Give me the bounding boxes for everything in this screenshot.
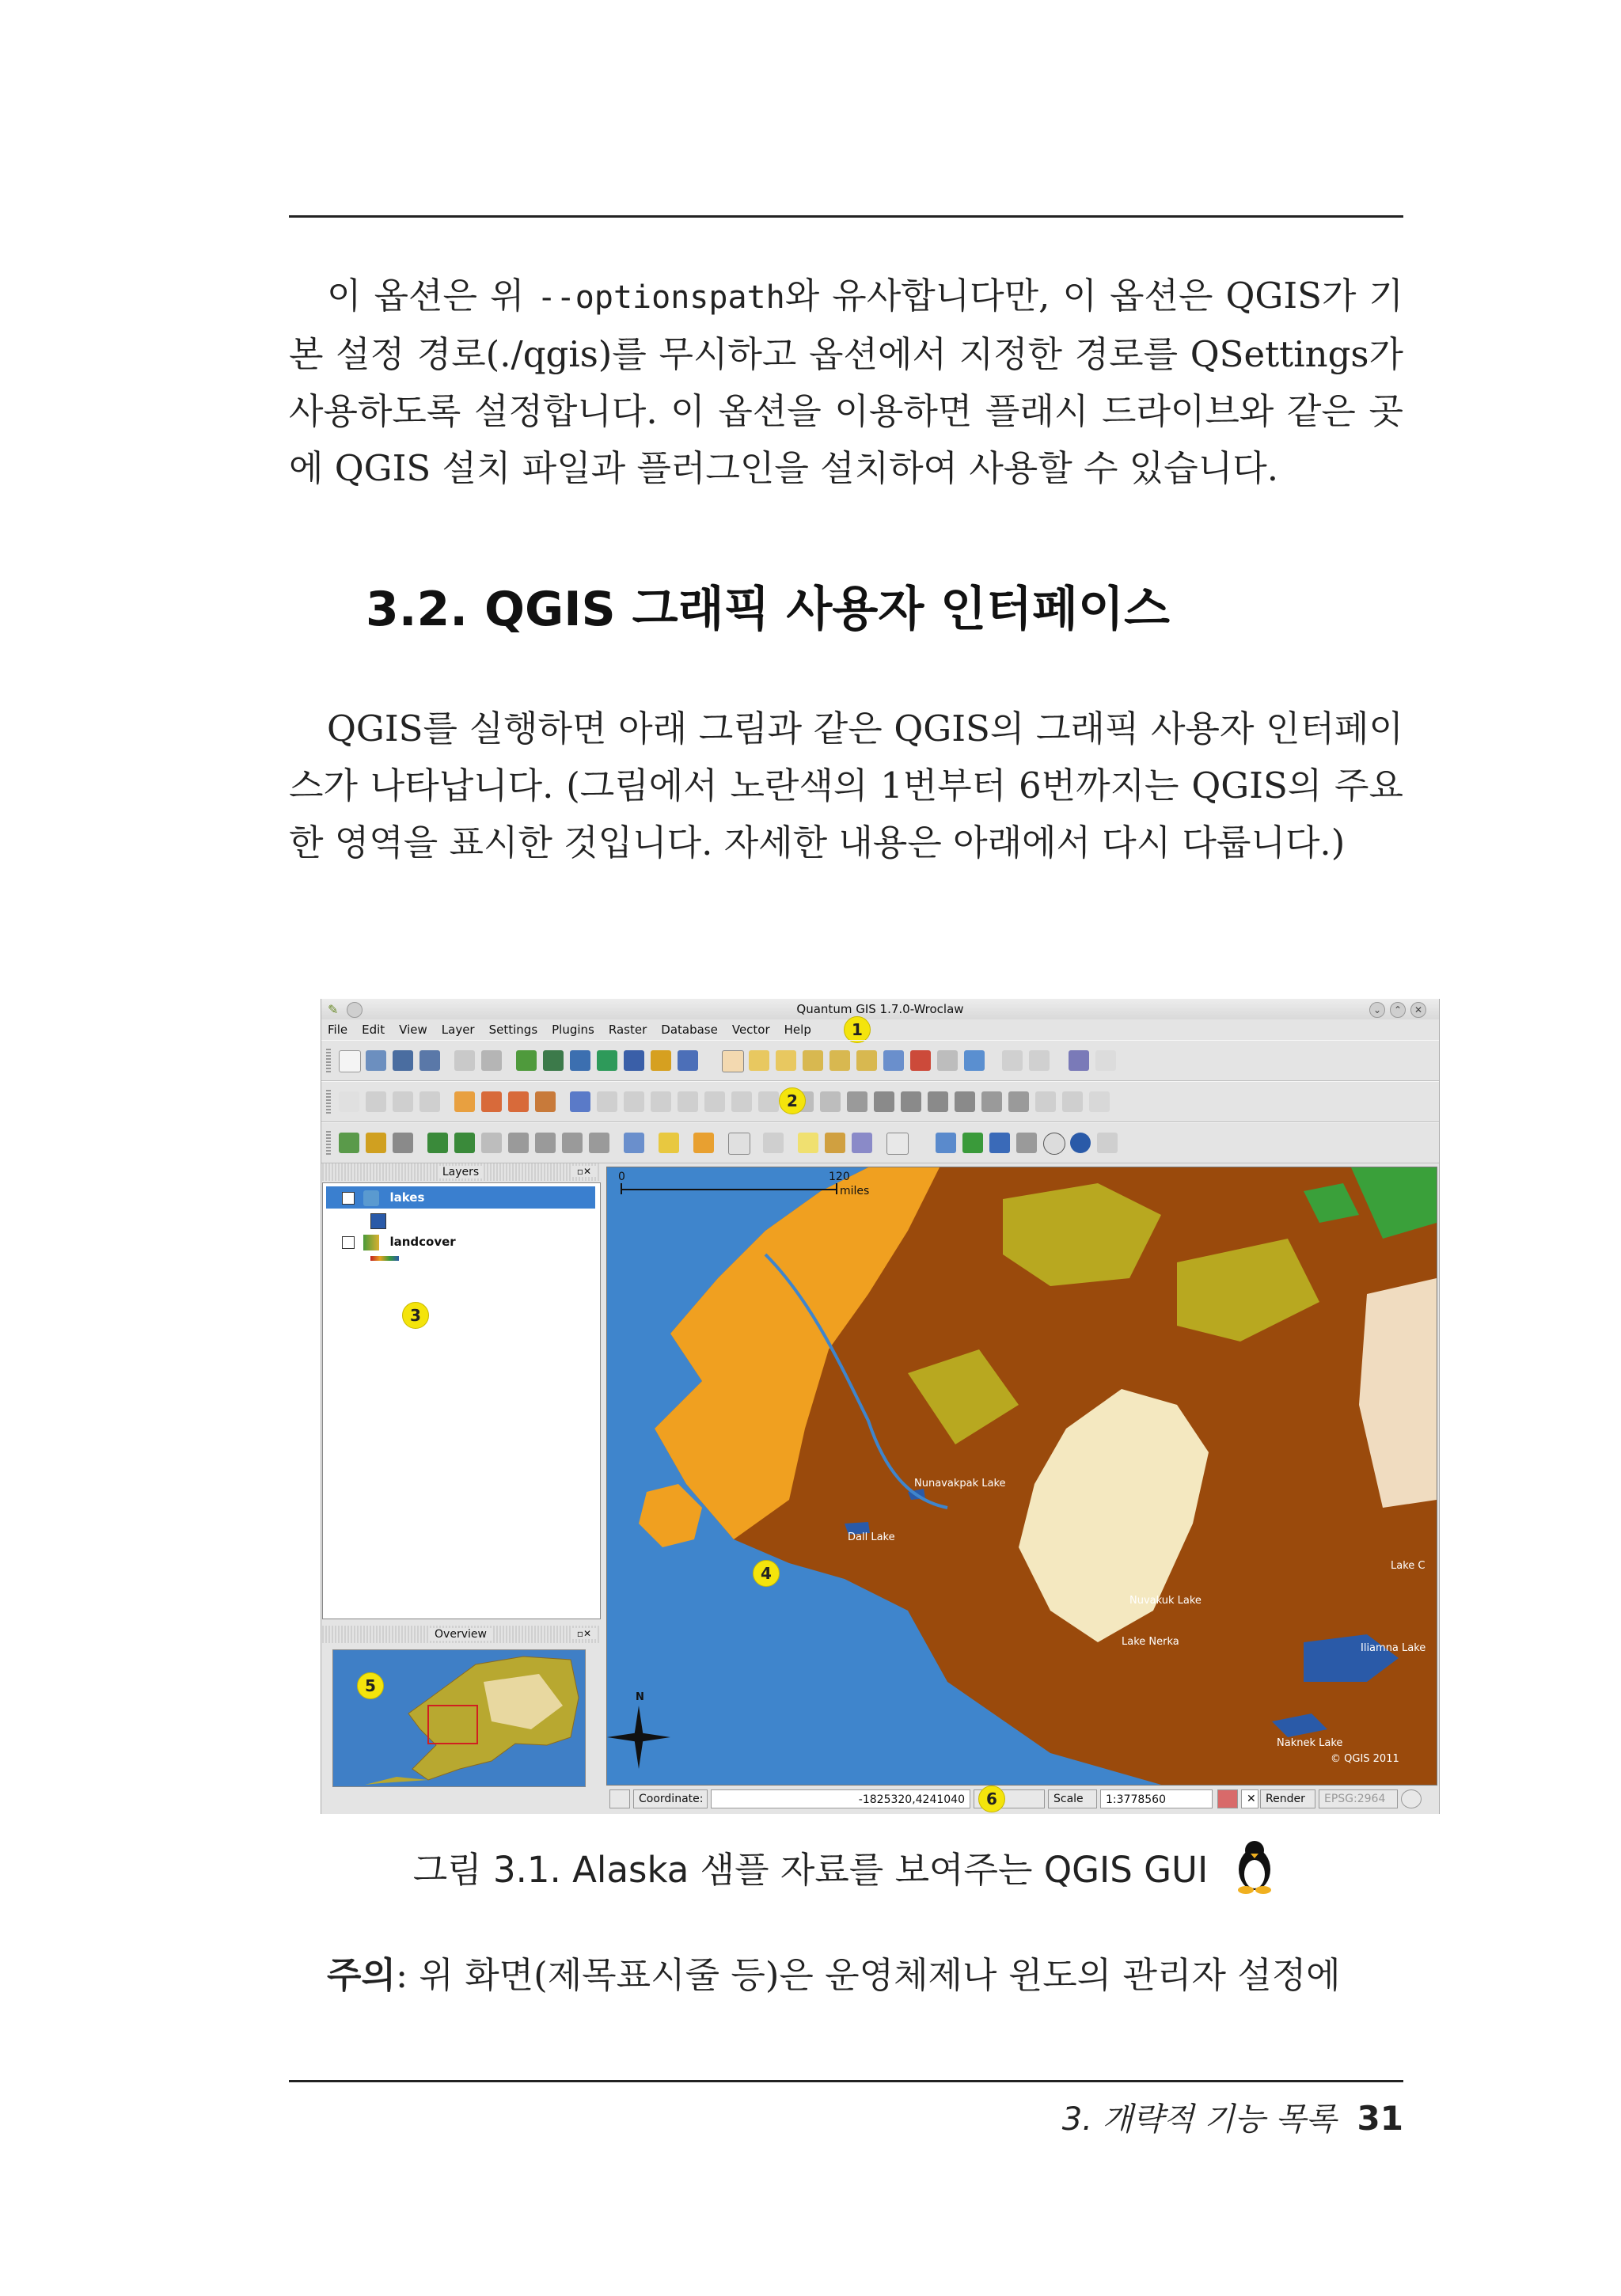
menu-help[interactable]: Help: [784, 1023, 811, 1037]
plugin-icon-10[interactable]: [589, 1133, 609, 1153]
change-label-icon[interactable]: [481, 1091, 502, 1112]
add-ring-icon[interactable]: [874, 1091, 894, 1112]
move-diagram-icon[interactable]: [508, 1091, 529, 1112]
maximize-icon[interactable]: ⌃: [1390, 1002, 1406, 1018]
window-title: Quantum GIS 1.7.0-Wroclaw: [796, 1002, 964, 1016]
section-heading: 3.2. QGIS 그래픽 사용자 인터페이스: [366, 582, 1170, 637]
scale-bar-unit: miles: [840, 1185, 870, 1197]
badge-5: 5: [357, 1672, 384, 1699]
rotate-symbols-icon[interactable]: [1089, 1091, 1110, 1112]
overview-alaska-svg: [333, 1650, 585, 1786]
scale-bar-icon[interactable]: [1097, 1133, 1118, 1153]
add-vector-layer-icon[interactable]: [516, 1050, 537, 1071]
reshape-icon[interactable]: [981, 1091, 1002, 1112]
intro-part2: 와 유사합니다만, 이 옵션은 QGIS가 기본 설정 경로(./qgis)를 무시하고 옵션에서 지정한 경로를 QSettings가 사용하도록 설정합니다. 이 옵션을 이용하면 플래시 드라이브와 같은 곳에 QGIS 설치 파일과 플러그인을 설치하여 사용할 수 있습니다.: [289, 275, 1403, 489]
map-tips-toggle-icon[interactable]: [798, 1133, 818, 1153]
delete-ring-icon[interactable]: [928, 1091, 948, 1112]
badge-1: 1: [844, 1016, 871, 1043]
coordinate-toggle-icon[interactable]: [609, 1789, 630, 1808]
toolbar-file-navigation: [321, 1040, 1439, 1081]
panel-float-close-icon[interactable]: ▫✕: [572, 1166, 596, 1177]
measure-area-icon[interactable]: [1029, 1050, 1050, 1071]
zoom-layer-icon[interactable]: [856, 1050, 877, 1071]
footer-section: 3. 개략적 기능 목록: [1061, 2101, 1337, 2138]
status-bar: [606, 1787, 1437, 1811]
lakes-symbol-swatch: [370, 1213, 386, 1229]
toolbar-attributes: [321, 1122, 1439, 1163]
note-text: : 위 화면(제목표시줄 등)은 운영체제나 윈도의 관리자 설정에: [395, 1954, 1341, 1996]
map-svg: [607, 1167, 1437, 1785]
save-project-icon[interactable]: [393, 1050, 413, 1071]
badge-6: 6: [978, 1786, 1005, 1812]
plugin-icon-5[interactable]: [454, 1133, 475, 1153]
plugin-icon-7[interactable]: [508, 1133, 529, 1153]
landcover-legend-ramp: [370, 1256, 399, 1261]
menu-database[interactable]: Database: [661, 1023, 718, 1037]
minimize-icon[interactable]: ⌄: [1369, 1002, 1385, 1018]
menu-settings[interactable]: Settings: [488, 1023, 538, 1037]
add-postgis-layer-icon[interactable]: [570, 1050, 590, 1071]
overview-panel-title: Overview: [430, 1628, 492, 1641]
scale-bar-start: 0: [618, 1171, 625, 1183]
checkbox-icon[interactable]: [342, 1192, 355, 1205]
redo-icon[interactable]: [820, 1091, 841, 1112]
menu-bar: [321, 1019, 1440, 1040]
lake-label-c: Lake C: [1391, 1560, 1425, 1572]
toggle-editing-icon[interactable]: [570, 1091, 590, 1112]
close-icon[interactable]: ✕: [1410, 1002, 1426, 1018]
menu-view[interactable]: View: [399, 1023, 427, 1037]
lake-label-nunavakpak: Nunavakpak Lake: [914, 1478, 1006, 1490]
new-bookmark-icon[interactable]: [825, 1133, 845, 1153]
pin-labels-icon[interactable]: [366, 1091, 386, 1112]
render-checkbox-icon[interactable]: ✕: [1241, 1789, 1258, 1808]
page-footer: [1062, 2094, 1403, 2139]
toolbar-grip[interactable]: [326, 1090, 331, 1114]
select-features-icon[interactable]: [659, 1133, 679, 1153]
plugin-icon-6[interactable]: [481, 1133, 502, 1153]
menu-raster[interactable]: Raster: [608, 1023, 647, 1037]
node-tool-icon[interactable]: [651, 1091, 671, 1112]
zoom-selection-icon[interactable]: [829, 1050, 850, 1071]
north-arrow-icon[interactable]: [1070, 1133, 1091, 1153]
deselect-icon[interactable]: [693, 1133, 714, 1153]
delete-part-icon[interactable]: [955, 1091, 975, 1112]
badge-2: 2: [779, 1087, 806, 1114]
overview-map[interactable]: [332, 1649, 586, 1787]
crs-status[interactable]: EPSG:2964: [1319, 1789, 1398, 1808]
lake-label-nerka: Lake Nerka: [1122, 1636, 1179, 1648]
add-part-icon[interactable]: [901, 1091, 921, 1112]
tux-belly: [1244, 1860, 1265, 1888]
move-feature-icon[interactable]: [624, 1091, 644, 1112]
figure-caption: [289, 1838, 1403, 1895]
coordinate-field[interactable]: -1825320,4241040: [711, 1789, 970, 1808]
pan-icon[interactable]: [722, 1050, 744, 1072]
split-features-icon[interactable]: [1008, 1091, 1029, 1112]
coordinate-label: Coordinate:: [633, 1789, 708, 1808]
new-project-icon[interactable]: [339, 1050, 361, 1072]
label-icon[interactable]: [339, 1091, 359, 1112]
copy-features-icon[interactable]: [731, 1091, 752, 1112]
copyright-label-icon[interactable]: [1043, 1133, 1065, 1155]
simplify-icon[interactable]: [847, 1091, 867, 1112]
zoom-out-icon[interactable]: [776, 1050, 796, 1071]
zoom-full-icon[interactable]: [803, 1050, 823, 1071]
scale-field[interactable]: 1:3778560: [1100, 1789, 1213, 1808]
menu-plugins[interactable]: Plugins: [552, 1023, 594, 1037]
intro-paragraph: [289, 268, 1403, 497]
note-label: 주의: [327, 1954, 396, 1996]
layer-name: lakes: [389, 1190, 425, 1205]
new-layer-icon[interactable]: [651, 1050, 671, 1071]
checkbox-icon[interactable]: [342, 1236, 355, 1249]
layers-panel: [322, 1182, 601, 1619]
toolbar-grip[interactable]: [326, 1131, 331, 1155]
map-copyright-text: QGIS 2011: [1344, 1753, 1399, 1765]
rotate-label-icon[interactable]: [454, 1091, 475, 1112]
open-project-icon[interactable]: [366, 1050, 386, 1071]
top-rule: [289, 215, 1403, 218]
gps-icon[interactable]: [989, 1133, 1010, 1153]
scale-label: Scale: [1048, 1789, 1097, 1808]
plugin-icon-3[interactable]: [393, 1133, 413, 1153]
qgis-app-icon: ✎: [328, 1002, 339, 1017]
north-arrow-horizontal: [607, 1732, 670, 1742]
overview-peninsula: [365, 1777, 428, 1785]
menu-layer[interactable]: Layer: [441, 1023, 475, 1037]
grass-icon[interactable]: [936, 1133, 956, 1153]
island: [639, 1484, 702, 1547]
layers-panel-header: [322, 1163, 599, 1181]
identify-features-icon[interactable]: [624, 1133, 644, 1153]
leaf-plugin-icon[interactable]: [962, 1133, 983, 1153]
refresh-icon[interactable]: [937, 1050, 958, 1071]
move-label-icon[interactable]: [419, 1091, 440, 1112]
zoom-in-icon[interactable]: [749, 1050, 769, 1071]
identify-icon[interactable]: [964, 1050, 985, 1071]
lake-label-iliamna: Iliamna Lake: [1361, 1642, 1426, 1654]
print-icon[interactable]: [481, 1050, 502, 1071]
text-annotation-icon[interactable]: [886, 1133, 909, 1155]
scale-bar: [621, 1183, 837, 1194]
raster-layer-icon: [363, 1235, 379, 1250]
lake-label-naknek: Naknek Lake: [1277, 1737, 1343, 1749]
zoom-last-icon[interactable]: [883, 1050, 904, 1071]
intro-part1: 이 옵션은 위: [327, 275, 537, 317]
menu-vector[interactable]: Vector: [731, 1023, 770, 1037]
panel-float-close-icon[interactable]: ▫✕: [572, 1628, 596, 1639]
linux-tux-icon: [1230, 1838, 1279, 1895]
map-copyright: © QGIS 2011: [1331, 1753, 1399, 1765]
paste-features-icon[interactable]: [758, 1091, 779, 1112]
badge-3: 3: [402, 1302, 429, 1329]
measure-line-icon[interactable]: [763, 1133, 784, 1153]
layer-row-lakes[interactable]: [326, 1186, 595, 1209]
plugin-icon-4[interactable]: [427, 1133, 448, 1153]
attribute-table-icon[interactable]: [728, 1133, 750, 1155]
delete-selected-icon[interactable]: [678, 1091, 698, 1112]
add-raster-layer-icon[interactable]: [543, 1050, 564, 1071]
badge-4: 4: [753, 1560, 780, 1587]
section-paragraph: QGIS를 실행하면 아래 그림과 같은 QGIS의 그래픽 사용자 인터페이스가 나타납니다. (그림에서 노란색의 1번부터 6번까지는 QGIS의 주요한 영역을 표시한 것입니다. 자세한 내용은 아래에서 다시 다룹니다.): [289, 708, 1403, 863]
show-bookmarks-icon[interactable]: [852, 1133, 872, 1153]
map-canvas[interactable]: [606, 1167, 1437, 1786]
caption-text: 그림 3.1. Alaska 샘플 자료를 보여주는 QGIS GUI: [412, 1849, 1209, 1891]
stop-render-icon[interactable]: [1217, 1789, 1238, 1808]
merge-features-icon[interactable]: [1035, 1091, 1056, 1112]
lake-label-dall: Dall Lake: [848, 1531, 895, 1543]
measure-icon[interactable]: [1002, 1050, 1023, 1071]
zoom-next-icon[interactable]: [910, 1050, 931, 1071]
qgis-screenshot: [321, 999, 1440, 1814]
tux-foot-left: [1238, 1886, 1254, 1894]
map-tips-icon[interactable]: [1069, 1050, 1089, 1071]
toolbar-grip[interactable]: [326, 1049, 331, 1072]
print-composer-icon[interactable]: [454, 1050, 475, 1071]
option-name: --optionspath: [537, 279, 785, 316]
cut-features-icon[interactable]: [704, 1091, 725, 1112]
tux-foot-right: [1255, 1886, 1271, 1894]
render-label: Render: [1260, 1789, 1315, 1808]
show-hide-labels-icon[interactable]: [393, 1091, 413, 1112]
overview-panel-header: [322, 1626, 599, 1643]
remove-layer-icon[interactable]: [678, 1050, 698, 1071]
lake-label-nuvakuk: Nuvakuk Lake: [1129, 1595, 1202, 1607]
north-label: N: [636, 1691, 644, 1703]
rotate-diagram-icon[interactable]: [535, 1091, 556, 1112]
add-spatialite-layer-icon[interactable]: [597, 1050, 617, 1071]
messages-icon[interactable]: [1401, 1789, 1422, 1808]
scale-bar-end: 120: [829, 1171, 850, 1183]
help-icon[interactable]: [1095, 1050, 1116, 1071]
menu-file[interactable]: File: [328, 1023, 348, 1037]
layer-row-landcover[interactable]: [326, 1231, 595, 1253]
north-arrow-icon: [607, 1706, 670, 1769]
menu-edit[interactable]: Edit: [362, 1023, 385, 1037]
plugin-icon-8[interactable]: [535, 1133, 556, 1153]
save-as-icon[interactable]: [419, 1050, 440, 1071]
georeferencer-icon[interactable]: [1016, 1133, 1037, 1153]
page-number: 31: [1357, 2099, 1403, 2138]
window-titlebar: [321, 999, 1439, 1019]
layers-panel-title: Layers: [438, 1166, 484, 1178]
note-paragraph: [289, 1947, 1403, 2004]
plugin-icon-9[interactable]: [562, 1133, 583, 1153]
plugin-icon-1[interactable]: [339, 1133, 359, 1153]
layer-name: landcover: [389, 1235, 456, 1249]
bottom-rule: [289, 2080, 1403, 2082]
toolbar-digitizing: [321, 1081, 1439, 1122]
plugin-icon-2[interactable]: [366, 1133, 386, 1153]
merge-attributes-icon[interactable]: [1062, 1091, 1083, 1112]
vector-layer-icon: [363, 1190, 379, 1206]
add-wms-layer-icon[interactable]: [624, 1050, 644, 1071]
save-edits-icon[interactable]: [597, 1091, 617, 1112]
